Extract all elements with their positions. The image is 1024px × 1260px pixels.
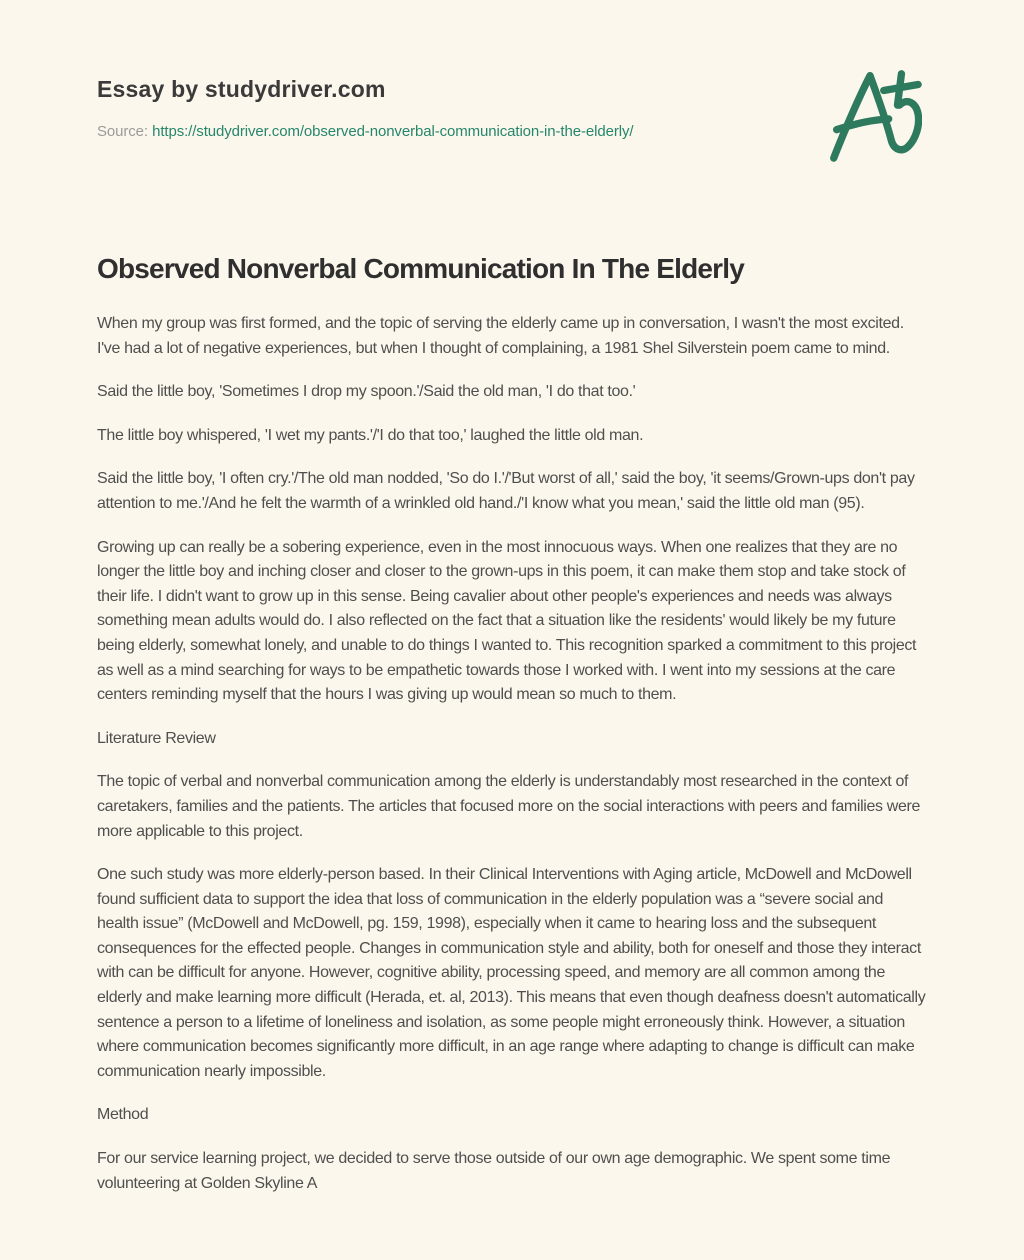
essay-paragraph: Said the little boy, 'I often cry.'/The old man nodded, 'So do I.'/'But worst of all,' said the boy, 'it seems/Grown-ups don't pay attention to me.'/And he felt the warmth of a wrinkled old hand./'I know what you mean,' said the little old man (95). xyxy=(97,470,915,512)
essay-paragraph: Growing up can really be a sobering experience, even in the most innocuous ways. When one realizes that they are no longer the little boy and inching closer and closer to the grown-ups in this poem, it can make them stop and take stock of their life. I didn't want to grow up in this sense. Being cavalier about other people's experiences and needs was always something mean adults would do. I also reflected on the fact that a situation like the residents' would likely be my future being elderly, somewhat lonely, and unable to do things I wanted to. This recognition sparked a commitment to this project as well as a mind searching for ways to be empathetic towards those I worked with. I went into my sessions at the care centers reminding myself that the hours I was giving up would mean so much to them. xyxy=(97,538,917,704)
essay-paragraph: The topic of verbal and nonverbal communication among the elderly is understandably most researched in the context of caretakers, families and the patients. The articles that focused more on the social interactions with peers and families were more applicable to this project. xyxy=(97,773,921,840)
a-plus-logo-icon xyxy=(822,62,922,164)
essay-paragraph: For our service learning project, we decided to serve those outside of our own age demographic. We spent some time volunteering at Golden Skyline A xyxy=(97,1150,891,1192)
brand-title: Essay by studydriver.com xyxy=(97,76,386,102)
essay-article xyxy=(97,252,927,1196)
essay-paragraph: Said the little boy, 'Sometimes I drop my spoon.'/Said the old man, 'I do that too.' xyxy=(97,383,636,401)
essay-paragraph: One such study was more elderly-person based. In their Clinical Interventions with Aging article, McDowell and McDowell found sufficient data to support the idea that loss of communication in the elderly population was a “severe social and health issue” (McDowell and McDowell, pg. 159, 1998), especially when it came to hearing loss and the subsequent consequences for the effected people. Changes in communication style and ability, both for oneself and those they interact with can be difficult for anyone. However, cognitive ability, processing speed, and memory are all common among the elderly and make learning more difficult (Herada, et. al, 2013). This means that even though deafness doesn't automatically sentence a person to a lifetime of loneliness and isolation, as some people might erroneously think. However, a situation where communication becomes significantly more difficult, in an age range where adapting to change is difficult can make communication nearly impossible. xyxy=(97,866,926,1080)
section-heading: Literature Review xyxy=(97,729,216,747)
source-row xyxy=(97,123,927,140)
essay-paragraph: The little boy whispered, 'I wet my pants.'/'I do that too,' laughed the little old man. xyxy=(97,426,644,444)
article-body xyxy=(97,312,927,1196)
page-header xyxy=(97,76,927,140)
section-heading: Method xyxy=(97,1106,149,1124)
source-url-link[interactable]: https://studydriver.com/observed-nonverbal-communication-in-the-elderly/ xyxy=(152,123,634,140)
essay-paragraph: When my group was first formed, and the topic of serving the elderly came up in conversation, I wasn't the most excited. I've had a lot of negative experiences, but when I thought of complaining, a 1981 Shel Silverstein poem came to mind. xyxy=(97,315,904,357)
source-label: Source: xyxy=(97,123,148,140)
essay-title: Observed Nonverbal Communication In The Elderly xyxy=(97,253,744,284)
